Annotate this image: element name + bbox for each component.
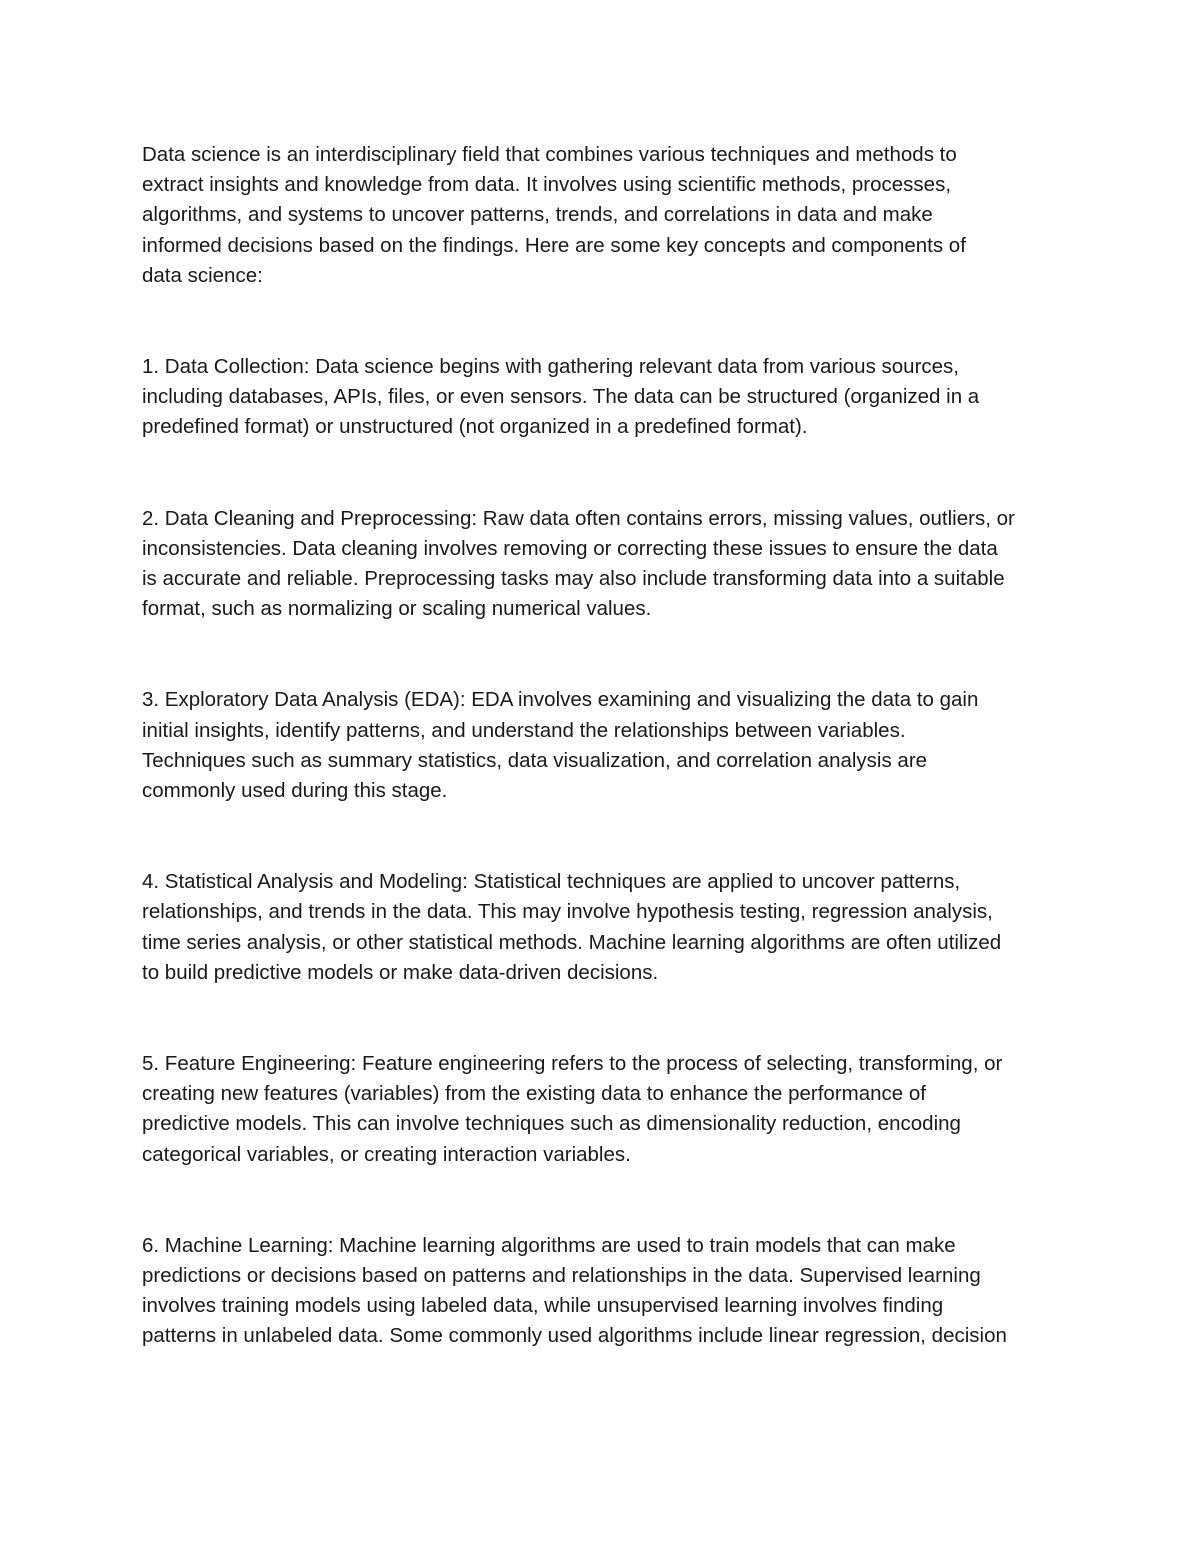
text-line: Data science is an interdisciplinary field that combines various techniques and methods to xyxy=(142,143,957,166)
text-line: commonly used during this stage. xyxy=(142,779,448,803)
text-line: inconsistencies. Data cleaning involves removing or correcting these issues to ensure the data xyxy=(142,536,998,560)
text-line: initial insights, identify patterns, and understand the relationships between variables. xyxy=(142,718,906,742)
text-line: 1. Data Collection: Data science begins with gathering relevant data from various sources, xyxy=(142,355,960,379)
eda-paragraph xyxy=(142,685,1062,806)
text-line: is accurate and reliable. Preprocessing tasks may also include transforming data into a suitable xyxy=(142,567,1005,591)
text-line: including databases, APIs, files, or even sensors. The data can be structured (organized in a xyxy=(142,385,980,409)
text-line: categorical variables, or creating interaction variables. xyxy=(142,1142,631,1166)
text-line: patterns in unlabeled data. Some commonly used algorithms include linear regression, decision xyxy=(142,1324,1007,1348)
text-line: predictions or decisions based on patterns and relationships in the data. Supervised learning xyxy=(142,1264,981,1288)
text-line: extract insights and knowledge from data. It involves using scientific methods, processes, xyxy=(142,173,952,197)
text-line: format, such as normalizing or scaling numerical values. xyxy=(142,597,652,621)
text-line: relationships, and trends in the data. This may involve hypothesis testing, regression analysis, xyxy=(142,900,993,924)
feature-engineering-paragraph xyxy=(142,1049,1062,1170)
document-body xyxy=(142,140,1062,1413)
text-line: 6. Machine Learning: Machine learning algorithms are used to train models that can make xyxy=(142,1233,956,1257)
text-line: data science: xyxy=(142,263,263,287)
machine-learning-paragraph xyxy=(142,1231,1062,1352)
text-line: 4. Statistical Analysis and Modeling: Statistical techniques are applied to uncover patterns, xyxy=(142,870,961,894)
text-line: algorithms, and systems to uncover patterns, trends, and correlations in data and make xyxy=(142,203,933,227)
data-cleaning-paragraph xyxy=(142,504,1062,625)
text-line: involves training models using labeled data, while unsupervised learning involves finding xyxy=(142,1294,944,1318)
intro-paragraph xyxy=(142,140,1062,291)
text-line: 3. Exploratory Data Analysis (EDA): EDA involves examining and visualizing the data to gain xyxy=(142,688,979,712)
text-line: time series analysis, or other statistical methods. Machine learning algorithms are often utilized xyxy=(142,930,1002,954)
statistical-analysis-paragraph xyxy=(142,867,1062,988)
text-line: creating new features (variables) from the existing data to enhance the performance of xyxy=(142,1082,926,1106)
text-line: Techniques such as summary statistics, data visualization, and correlation analysis are xyxy=(142,748,928,772)
text-line: predictive models. This can involve techniques such as dimensionality reduction, encoding xyxy=(142,1112,961,1136)
data-collection-paragraph xyxy=(142,352,1062,443)
text-line: 5. Feature Engineering: Feature engineering refers to the process of selecting, transforming, or xyxy=(142,1052,1003,1076)
text-line: to build predictive models or make data-driven decisions. xyxy=(142,960,659,984)
text-line: informed decisions based on the findings. Here are some key concepts and components of xyxy=(142,233,966,257)
text-line: 2. Data Cleaning and Preprocessing: Raw data often contains errors, missing values, outliers, or xyxy=(142,506,1015,530)
text-line: predefined format) or unstructured (not organized in a predefined format). xyxy=(142,415,808,439)
